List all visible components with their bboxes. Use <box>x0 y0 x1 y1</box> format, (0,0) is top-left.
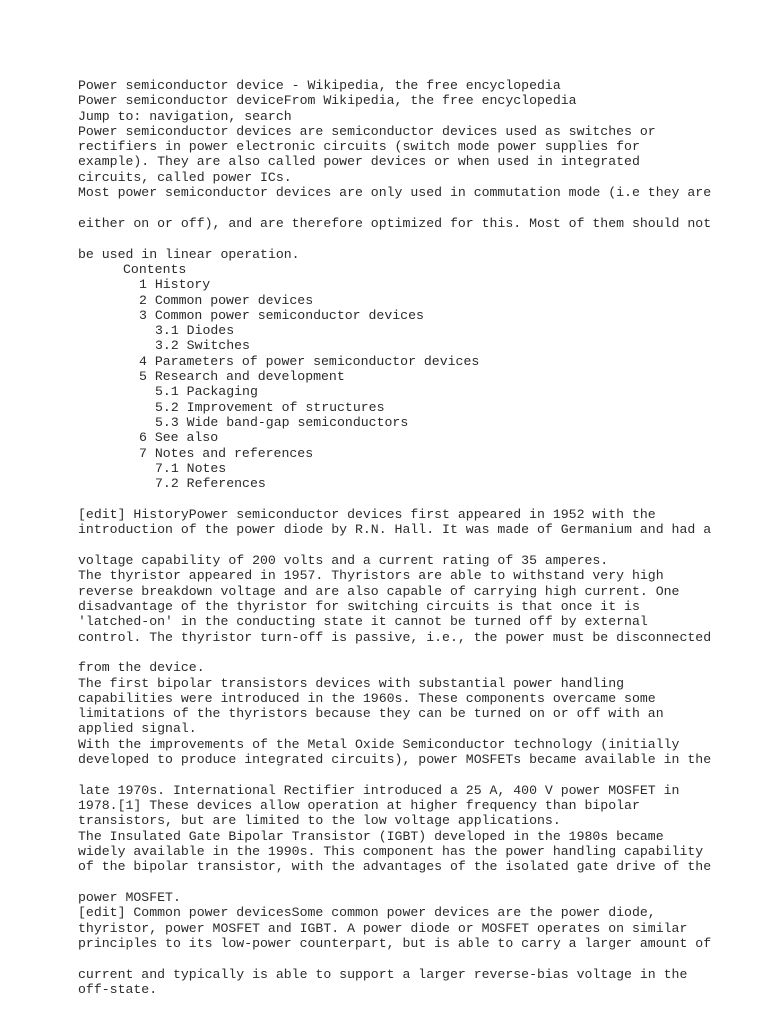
text-line: With the improvements of the Metal Oxide Semiconductor technology (initially <box>78 736 680 752</box>
text-line: rectifiers in power electronic circuits (switch mode power supplies for <box>78 139 640 155</box>
text-line: disadvantage of the thyristor for switching circuits is that once it is <box>78 598 640 614</box>
text-line: either on or off), and are therefore optimized for this. Most of them should not <box>78 215 712 231</box>
text-line: capabilities were introduced in the 1960s. These components overcame some <box>78 690 656 706</box>
history-section <box>78 507 758 538</box>
text-line: principles to its low-power counterpart, but is able to carry a larger amount of <box>78 936 712 952</box>
text-line: control. The thyristor turn-off is passive, i.e., the power must be disconnected <box>78 629 712 645</box>
text-line: introduction of the power diode by R.N. Hall. It was made of Germanium and had a <box>78 522 712 538</box>
toc-item[interactable]: 7.2 References <box>155 476 266 492</box>
intro-paragraph-end <box>78 247 758 262</box>
toc-item[interactable]: 6 See also <box>139 430 219 446</box>
toc-item[interactable]: 3.2 Switches <box>155 338 250 354</box>
toc-item[interactable]: 7 Notes and references <box>139 445 314 461</box>
text-line: transistors, but are limited to the low voltage applications. <box>78 813 561 829</box>
toc-item[interactable]: 5.3 Wide band-gap semiconductors <box>155 414 409 430</box>
toc-item[interactable]: 2 Common power devices <box>139 292 314 308</box>
intro-paragraph-cont <box>78 216 758 231</box>
text-line: voltage capability of 200 volts and a current rating of 35 amperes. <box>78 553 609 569</box>
text-line: applied signal. <box>78 721 197 737</box>
text-line: The thyristor appeared in 1957. Thyristors are able to withstand very high <box>78 568 664 584</box>
toc-item[interactable]: 5.1 Packaging <box>155 384 258 400</box>
text-line: current and typically is able to support a larger reverse-bias voltage in the <box>78 966 688 982</box>
text-line: late 1970s. International Rectifier introduced a 25 A, 400 V power MOSFET in <box>78 782 680 798</box>
text-line: The Insulated Gate Bipolar Transistor (IGBT) developed in the 1980s became <box>78 828 664 844</box>
text-line: thyristor, power MOSFET and IGBT. A power diode or MOSFET operates on similar <box>78 920 688 936</box>
history-paragraph <box>78 783 758 875</box>
text-line: Most power semiconductor devices are only used in commutation mode (i.e they are <box>78 185 712 201</box>
text-line: widely available in the 1990s. This component has the power handling capability <box>78 844 704 860</box>
text-line: circuits, called power ICs. <box>78 169 292 185</box>
toc-item[interactable]: 5 Research and development <box>139 369 345 385</box>
table-of-contents <box>78 277 758 491</box>
text-line: [edit] HistoryPower semiconductor devices first appeared in 1952 with the <box>78 506 656 522</box>
text-line: [edit] Common power devicesSome common power devices are the power diode, <box>78 905 656 921</box>
history-paragraph <box>78 553 758 645</box>
text-line: 1978.[1] These devices allow operation at higher frequency than bipolar <box>78 798 640 814</box>
toc-item[interactable]: 4 Parameters of power semiconductor devices <box>139 353 480 369</box>
text-line: be used in linear operation. <box>78 246 300 262</box>
toc-item[interactable]: 3.1 Diodes <box>155 323 235 339</box>
text-line: power MOSFET. <box>78 890 181 906</box>
text-line: of the bipolar transistor, with the advantages of the isolated gate drive of the <box>78 859 712 875</box>
toc-item[interactable]: 7.1 Notes <box>155 460 227 476</box>
text-line: from the device. <box>78 660 205 676</box>
text-line: off-state. <box>78 982 158 998</box>
text-line: reverse breakdown voltage and are also capable of carrying high current. One <box>78 583 680 599</box>
text-line: developed to produce integrated circuits), power MOSFETs became available in the <box>78 752 712 768</box>
text-line: example). They are also called power devices or when used in integrated <box>78 154 640 170</box>
page-title: Power semiconductor device - Wikipedia, the free encyclopedia <box>78 78 561 93</box>
toc-title: Contents <box>123 261 187 277</box>
document-body <box>78 78 758 997</box>
text-line: 'latched-on' in the conducting state it cannot be turned off by external <box>78 614 648 630</box>
jump-to-line: Jump to: navigation, search <box>78 108 292 124</box>
toc-item[interactable]: 1 History <box>139 277 211 293</box>
history-paragraph <box>78 660 758 767</box>
text-line: The first bipolar transistors devices with substantial power handling <box>78 675 625 691</box>
common-devices-paragraph <box>78 967 758 998</box>
toc-item[interactable]: 5.2 Improvement of structures <box>155 399 385 415</box>
common-devices-section <box>78 890 758 951</box>
article-heading: Power semiconductor deviceFrom Wikipedia, the free encyclopedia <box>78 93 577 109</box>
text-line: limitations of the thyristors because they can be turned on or off with an <box>78 706 664 722</box>
intro-paragraph <box>78 124 758 200</box>
text-line: Power semiconductor devices are semiconductor devices used as switches or <box>78 123 656 139</box>
toc-item[interactable]: 3 Common power semiconductor devices <box>139 307 424 323</box>
